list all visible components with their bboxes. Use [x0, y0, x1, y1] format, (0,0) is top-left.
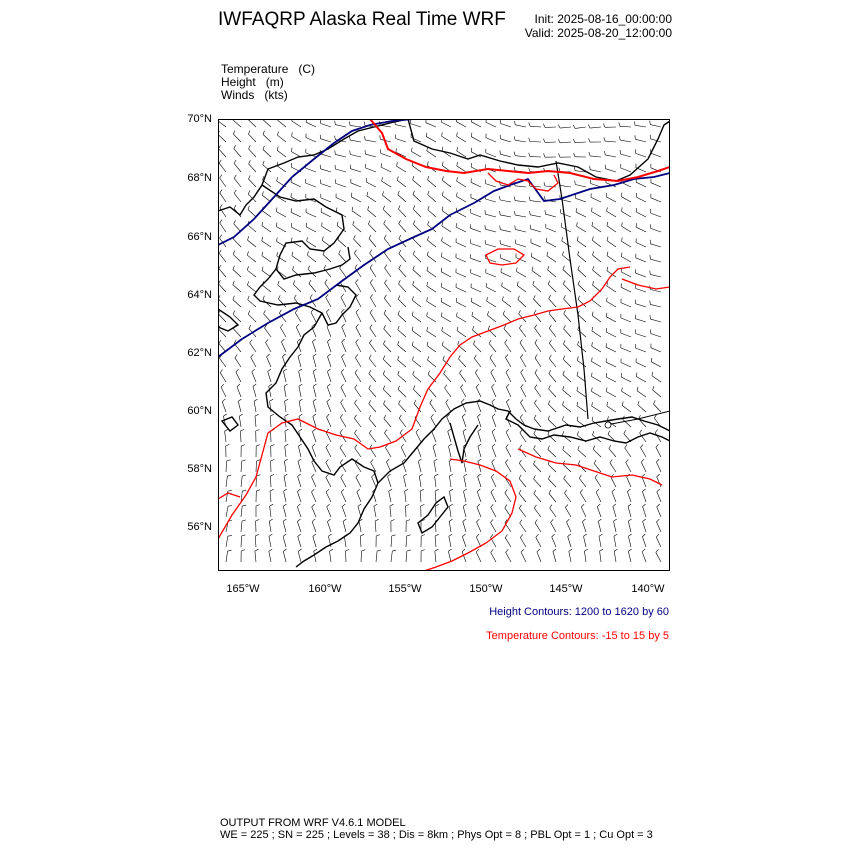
lat-label-58: 58°N — [187, 463, 212, 475]
variable-name: Temperature — [221, 62, 289, 76]
lon-label-155: 155°W — [388, 583, 422, 595]
lat-label-60: 60°N — [187, 405, 212, 417]
footer-line-2: WE = 225 ; SN = 225 ; Levels = 38 ; Dis = 8km ; Phys Opt = 8 ; PBL Opt = 1 ; Cu Opt = 3 — [220, 829, 653, 841]
model-footer — [220, 817, 653, 841]
lat-label-64: 64°N — [187, 289, 212, 301]
variable-name: Height — [221, 75, 256, 89]
variable-winds — [221, 89, 315, 102]
variable-name: Winds — [221, 88, 255, 102]
footer-line-1: OUTPUT FROM WRF V4.6.1 MODEL — [220, 817, 406, 829]
station-marker — [605, 422, 611, 428]
lat-label-56: 56°N — [187, 521, 212, 533]
lon-label-140: 140°W — [631, 583, 665, 595]
time-info — [525, 12, 672, 40]
lon-label-145: 145°W — [549, 583, 583, 595]
lat-label-66: 66°N — [187, 231, 212, 243]
temperature-contours-note: Temperature Contours: -15 to 15 by 5 — [486, 630, 669, 642]
lon-label-150: 150°W — [469, 583, 503, 595]
height-contours-note: Height Contours: 1200 to 1620 by 60 — [489, 606, 669, 618]
variable-unit: (m) — [265, 75, 284, 89]
map-canvas — [218, 119, 670, 571]
init-time: Init: 2025-08-16_00:00:00 — [534, 12, 672, 26]
plot-title: IWFAQRP Alaska Real Time WRF — [218, 9, 506, 30]
map-panel[interactable] — [218, 119, 670, 571]
lon-label-160: 160°W — [308, 583, 342, 595]
lon-label-165: 165°W — [226, 583, 260, 595]
lat-label-68: 68°N — [187, 172, 212, 184]
variable-list — [221, 63, 315, 102]
variable-unit: (C) — [298, 62, 316, 76]
valid-time: Valid: 2025-08-20_12:00:00 — [524, 26, 672, 40]
lat-label-62: 62°N — [187, 347, 212, 359]
lat-label-70: 70°N — [187, 113, 212, 125]
variable-unit: (kts) — [264, 88, 288, 102]
